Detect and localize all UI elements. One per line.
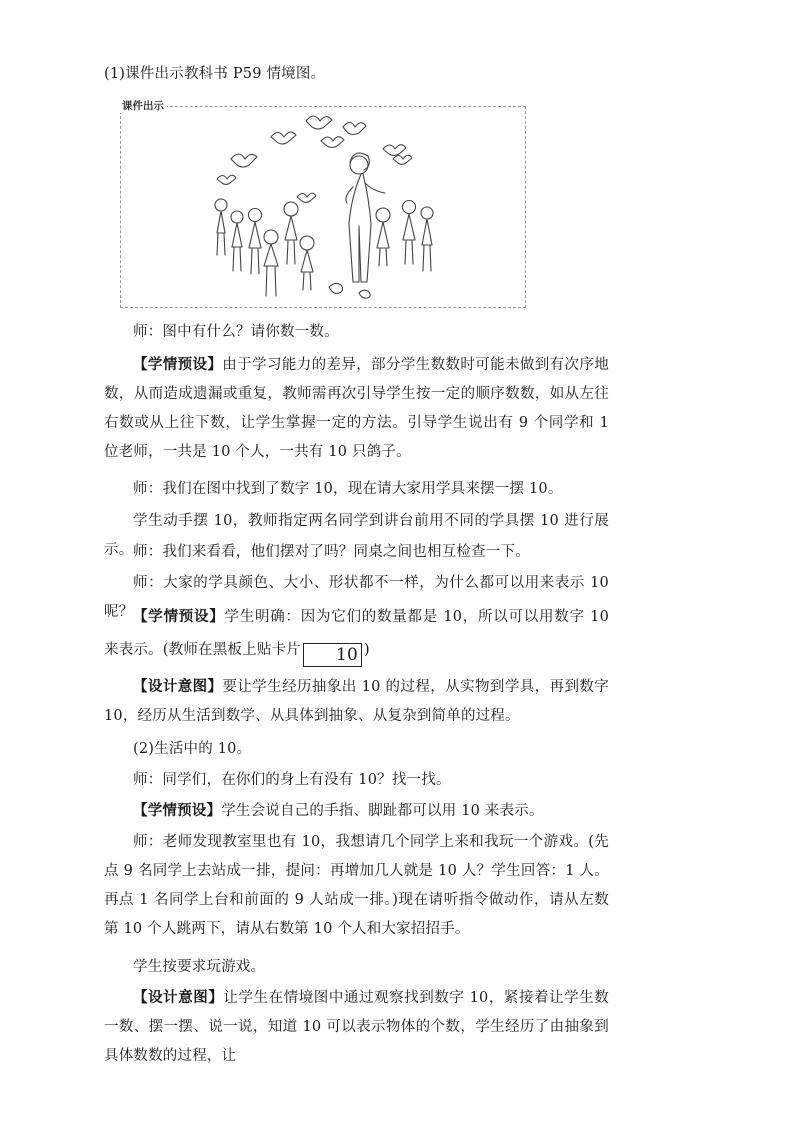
child-5 [284, 202, 298, 264]
child-1 [215, 199, 227, 255]
paragraph-design-intent-1 [104, 673, 609, 731]
child-4 [264, 230, 278, 296]
paragraph-learning-preset-1 [104, 351, 609, 467]
teacher-line-2: 师：我们在图中找到了数字 10，现在请大家用学具来摆一摆 10。 [133, 481, 563, 497]
child-8 [403, 201, 416, 265]
paragraph-text: 学生明确：因为它们的数量都是 10，所以可以用数字 10 来表示。(教师在黑板上贴卡片 [104, 609, 610, 658]
child-9 [421, 207, 433, 271]
paragraph-learning-preset-2 [104, 601, 609, 667]
tag-learning-preset: 【学情预设】 [133, 803, 222, 819]
dove-4 [321, 137, 344, 148]
dove-10 [329, 283, 370, 298]
teacher-line-1: 师：图中有什么？请你数一数。 [133, 324, 339, 340]
tag-learning-preset: 【学情预设】 [133, 609, 225, 625]
teacher-line-6: 师：老师发现教室里也有 10，我想请几个同学上来和我玩一个游戏。(先点 9 名同学上去站成一排，提问：再增加几人就是 10 人？学生回答：1 人。再点 1 名同学上台和前面的 9 人站成一排。)现在请听指令做动作，请从左数第 10 个人跳两下，请从右数第 10 个人和大家招招手。 [104, 834, 609, 937]
section-heading-1: (1)课件出示教科书 P59 情境图。 [104, 66, 326, 82]
student-action-line-2: 学生按要求玩游戏。 [133, 959, 266, 975]
child-2 [231, 211, 243, 271]
teacher-line-5: 师：同学们，在你们的身上有没有 10？找一找。 [133, 772, 451, 788]
dove-3 [306, 116, 332, 129]
section-heading-2: (2)生活中的 10。 [133, 741, 252, 757]
dove-8 [217, 175, 236, 184]
student-action-line: 学生动手摆 10，教师指定两名同学到讲台前用不同的学具摆 10 进行展示。 [104, 513, 609, 558]
child-3 [249, 209, 262, 275]
paragraph-text: 要让学生经历抽象出 10 的过程，从实物到学具，再到数字 10，经历从生活到数学、从具体到抽象、从复杂到简单的过程。 [104, 679, 609, 724]
paragraph-learning-preset-3 [104, 797, 609, 826]
figure-label: 课件出示 [119, 98, 167, 113]
teacher-children-doves-drawing [121, 107, 527, 309]
child-6 [300, 236, 314, 290]
dove-7 [393, 155, 412, 164]
dove-6 [383, 145, 406, 156]
number-card: 10 [303, 643, 362, 667]
tag-design-intent: 【设计意图】 [133, 990, 224, 1006]
teacher-line-3: 师：我们来看看，他们摆对了吗？同桌之间也相互检查一下。 [133, 544, 530, 560]
tag-learning-preset: 【学情预设】 [133, 357, 223, 373]
dove-5 [343, 123, 366, 135]
tag-design-intent: 【设计意图】 [133, 679, 223, 695]
paragraph-text: 学生会说自己的手指、脚趾都可以用 10 来表示。 [221, 803, 544, 819]
teacher-line-4: 师：大家的学具颜色、大小、形状都不一样，为什么都可以用来表示 10 呢？ [104, 575, 609, 620]
child-7 [376, 208, 390, 266]
dove-9 [297, 193, 316, 202]
scene-illustration [120, 100, 526, 308]
paragraph-design-intent-2 [104, 984, 609, 1071]
dove-1 [231, 154, 257, 167]
paragraph-text: 让学生在情境图中通过观察找到数字 10，紧接着让学生数一数、摆一摆、说一说，知道 10 可以表示物体的个数，学生经历了由抽象到具体数数的过程，让 [104, 990, 609, 1064]
paragraph-text: 由于学习能力的差异，部分学生数数时可能未做到有次序地数，从而造成遗漏或重复，教师需再次引导学生按一定的顺序数数，如从左往右数或从上往下数，让学生掌握一定的方法。引导学生说出有 9 个同学和 1 位老师，一共是 10 个人，一共有 10 只鸽子。 [104, 357, 610, 460]
dove-2 [271, 132, 296, 144]
paragraph-text-end: ) [364, 642, 370, 658]
